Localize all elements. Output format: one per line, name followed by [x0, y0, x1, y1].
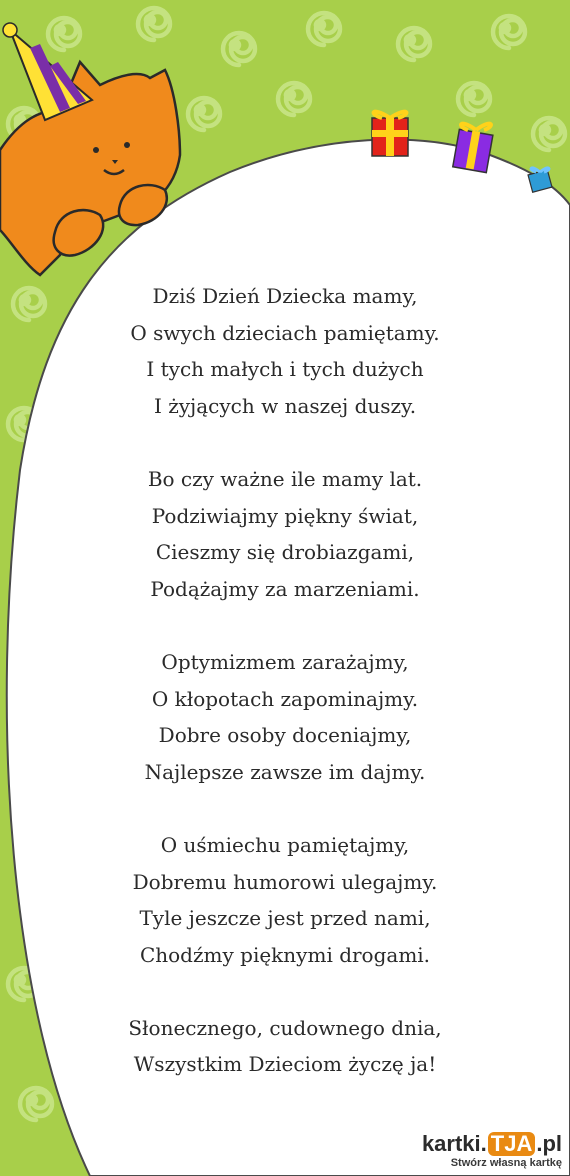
brand-name — [412, 1132, 562, 1156]
poem-line: Wszystkim Dzieciom życzę ja! — [133, 1052, 437, 1077]
poem-line: O swych dzieciach pamiętamy. — [130, 320, 440, 345]
poem-line: Tyle jeszcze jest przed nami, — [139, 906, 431, 931]
poem-line: Optymizmem zarażajmy, — [161, 649, 409, 674]
poem-stanza — [0, 644, 570, 790]
poem-stanza — [0, 461, 570, 607]
gift-red-icon — [372, 112, 408, 156]
poem-line: I żyjących w naszej duszy. — [153, 393, 417, 418]
brand-suffix: .pl — [536, 1131, 562, 1156]
poem-line: Słonecznego, cudownego dnia, — [128, 1015, 442, 1040]
brand-highlight: TJA — [488, 1132, 536, 1156]
poem-line: Podziwiajmy piękny świat, — [151, 503, 419, 528]
poem-line: Podążajmy za marzeniami. — [150, 576, 420, 601]
poem-line: Chodźmy pięknymi drogami. — [139, 942, 431, 967]
gift-blue-icon — [528, 168, 552, 192]
poem-line: Bo czy ważne ile mamy lat. — [147, 466, 423, 491]
poem-line: Najlepsze zawsze im dajmy. — [144, 759, 426, 784]
gift-purple-icon — [453, 124, 493, 173]
poem-stanza — [0, 278, 570, 424]
poem-line: I tych małych i tych dużych — [146, 357, 424, 382]
poem-line: Dobre osoby doceniajmy, — [158, 723, 412, 748]
brand-tagline: Stwórz własną kartkę — [450, 1157, 562, 1169]
poem-line: Cieszmy się drobiazgami, — [155, 540, 415, 565]
poem-stanza — [0, 827, 570, 973]
poem-line: O kłopotach zapominajmy. — [151, 686, 419, 711]
brand-prefix: kartki. — [421, 1131, 487, 1156]
poem-line: O uśmiechu pamiętajmy, — [160, 832, 410, 857]
poem — [0, 278, 570, 1083]
poem-line: Dziś Dzień Dziecka mamy, — [152, 284, 418, 308]
poem-line: Dobremu humorowi ulegajmy. — [132, 869, 438, 894]
poem-stanza — [0, 1010, 570, 1083]
brand-logo[interactable] — [412, 1132, 562, 1170]
